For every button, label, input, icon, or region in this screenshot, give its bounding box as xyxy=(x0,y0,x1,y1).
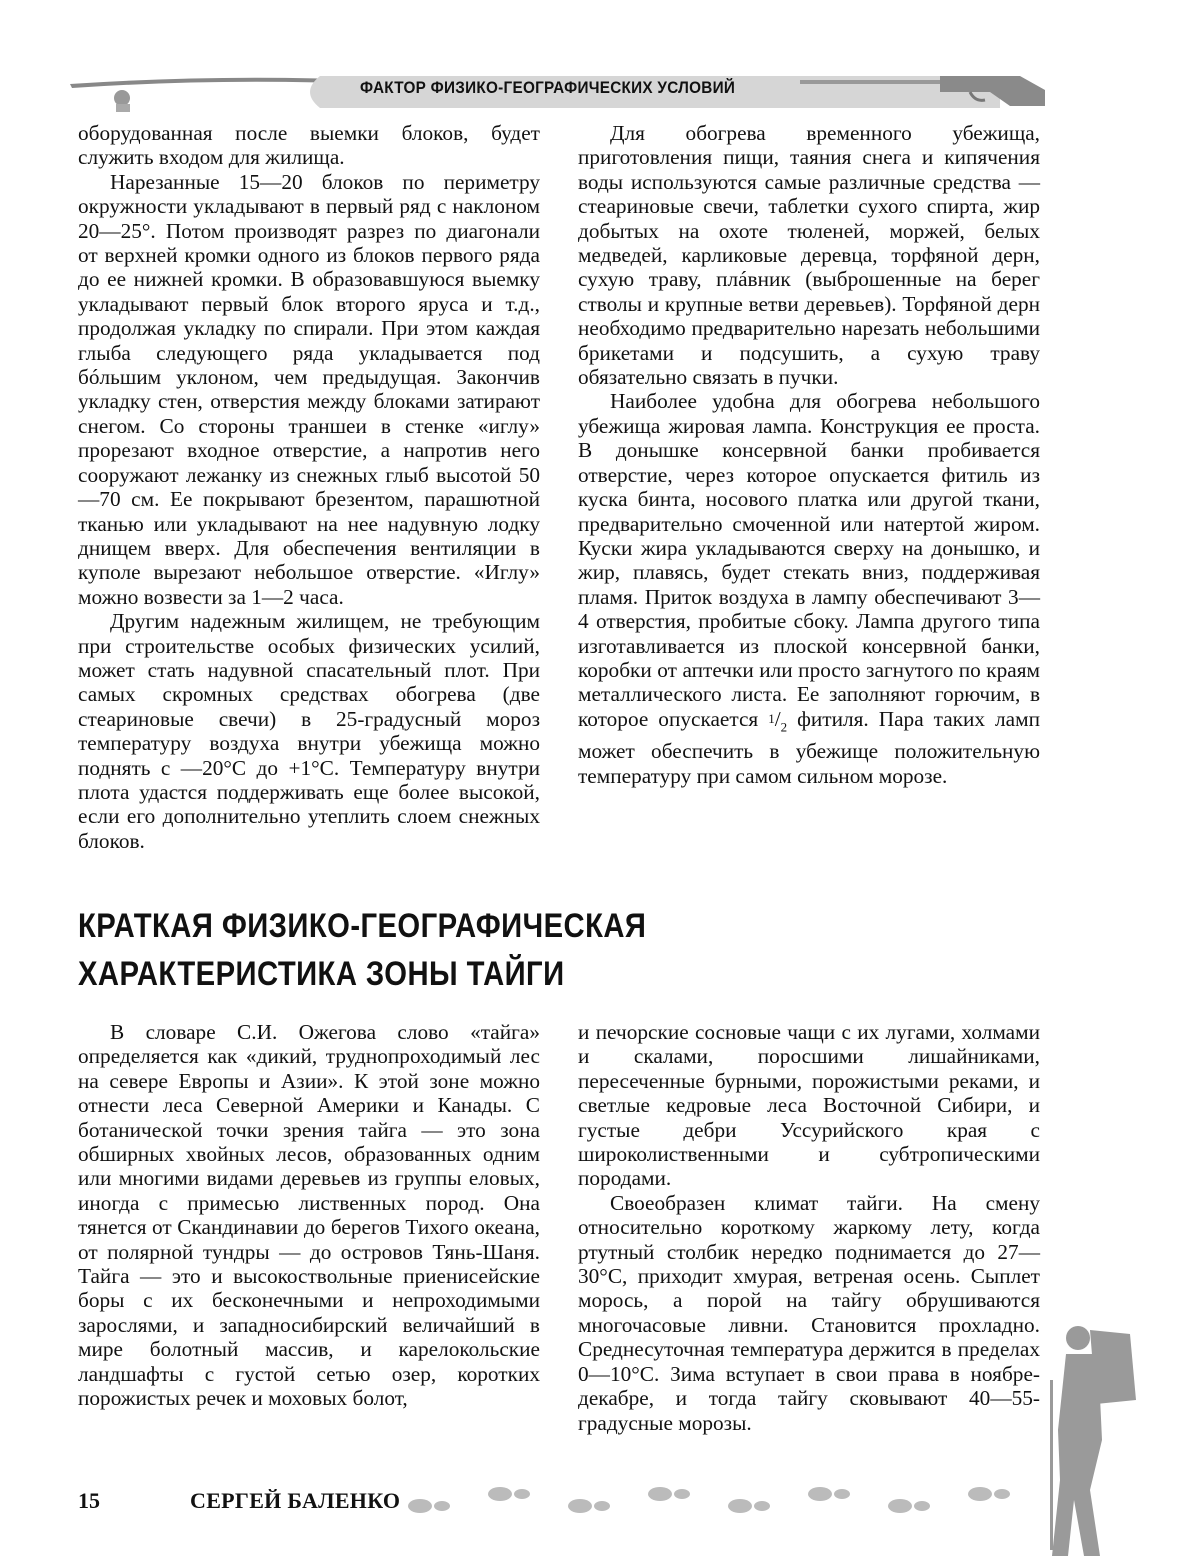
paragraph: Другим надежным жилищем, не требующим при строительстве особых физических усилий, может стать надувной спасательный плот. При самых скромных средствах обогрева (две стеариновые свечи) в 25-градусный мороз температуру воздуха внутри убежища можно поднять с —20°С до +1°С. Температуру внутри плота удастся поддерживать еще более высокой, если его дополнительно утеплить слоем снежных блоков. xyxy=(78,609,540,853)
rifle-icon xyxy=(800,66,1050,116)
text-column-right-top xyxy=(578,121,1040,788)
paragraph: Нарезанные 15—20 блоков по периметру окружности укладывают в первый ряд с наклоном 20—25°. Потом производят разрез по диагонали от верхней кромки одного из блоков первого ряда до ее нижней кромки. В образовавшуюся выемку укладывают первый блок второго яруса и т.д., продолжая укладку по спирали. При этом каждая глыба следующего ряда укладывается под бóльшим уклоном, чем предыдущая. Закончив укладку стен, отверстия между блоками затирают снегом. Со стороны траншеи в стенке «иглу» прорезают входное отверстие, а напротив него сооружают лежанку из снежных глыб высотой 50—70 см. Ее покрывают брезентом, парашютной тканью или укладывают на нее надувную лодку днищем вверх. Для обеспечения вентиляции в куполе вырезают небольшое отверстие. «Иглу» можно возвести за 1—2 часа. xyxy=(78,169,540,609)
paragraph: Наиболее удобна для обогрева небольшого убежища жировая лампа. Конструкция ее проста. В донышке консервной банки пробивается отверстие, через которое опускается фитиль из куска бинта, носового платка или другой ткани, предварительно смоченной или натертой жиром. Куски жира укладываются сверху на донышко, и жир, плавясь, будет стекать вниз, поддерживая пламя. Приток воздуха в лампу обеспечивают 3—4 отверстия, пробитые сбоку. Лампа другого типа изготавливается из плоской консервной банки, коробки от аптечки или просто загнутого по краям металлического листа. Ее заполняют горючим, в которое опускается $^1/_2$ фитиля. Пара таких ламп может обеспечить в убежище положительную температуру при самом сильном морозе. xyxy=(578,389,1041,788)
section-title xyxy=(78,902,646,998)
paragraph: и печорские сосновые чащи с их лугами, холмами и скалами, поросшими лишайниками, пересеченные бурными, порожистыми реками, и светлые кедровые леса Восточной Сибири, и густые дебри Уссурийского края с широколиственными и субтропическими породами. xyxy=(578,1020,1040,1191)
page-number: 15 xyxy=(78,1488,100,1513)
section-title-line: КРАТКАЯ ФИЗИКО-ГЕОГРАФИЧЕСКАЯ xyxy=(78,907,647,945)
paragraph-text: Наиболее удобна для обогрева небольшого убежища жировая лампа. Конструкция ее проста. В донышке консервной банки пробивается отверстие, через которое опускается фитиль из куска бинта, носового платка или другой ткани, предварительно смоченной или натертой жиром. Куски жира укладываются сверху на донышко, и жир, плавясь, будет стекать вниз, поддерживая пламя. Приток воздуха в лампу обеспечивают 3—4 отверстия, пробитые сбоку. Лампа другого типа изготавливается из плоской консервной банки, коробки от аптечки или просто загнутого по краям металлического листа. Ее заполняют горючим, в которое опускается xyxy=(578,389,1040,731)
paragraph: В словаре С.И. Ожегова слово «тайга» определяется как «дикий, труднопроходимый лес на севере Европы и Азии». К этой зоне можно отнести леса Северной Америки и Канады. С ботанической точки зрения тайга — это зона обширных хвойных лесов, образованных одним или многими видами деревьев из группы еловых, иногда с примесью лиственных пород. Она тянется от Скандинавии до берегов Тихого океана, от полярной тундры — до островов Тянь-Шаня. Тайга — это и высокоствольные приенисейские боры с их бесконечными и непроходимыми зарослями, и западносибирский величайший в мире болотный массив, и карелокольские ландшафты с густой сетью озер, коротких порожистых речек и моховых болот, xyxy=(78,1020,540,1411)
hiker-icon xyxy=(1040,1320,1150,1560)
paragraph: оборудованная после выемки блоков, будет служить входом для жилища. xyxy=(78,121,540,170)
text-column-left-bottom xyxy=(78,1020,540,1411)
running-header: ФАКТОР ФИЗИКО-ГЕОГРАФИЧЕСКИХ УСЛОВИЙ xyxy=(360,78,736,97)
fraction-denominator: 2 xyxy=(780,719,788,734)
text-column-left-top xyxy=(78,121,540,853)
paragraph: Для обогрева временного убежища, приготовления пищи, таяния снега и кипячения воды используются самые различные средства — стеариновые свечи, таблетки сухого спирта, жир добытых на охоте тюленей, моржей, белых медведей, карликовые деревца, торфяной дерн, сухую траву, плáвник (выброшенные на берег стволы и крупные ветви деревьев). Торфяной дерн необходимо предварительно нарезать небольшими брикетами и подсушить, а сухую траву обязательно связать в пучки. xyxy=(578,121,1040,390)
paragraph-text: фитиля. Пара таких ламп может обеспечить в убежище положительную температуру при самом сильном морозе. xyxy=(578,706,1041,788)
author-name: СЕРГЕЙ БАЛЕНКО xyxy=(190,1488,401,1513)
paragraph: Своеобразен климат тайги. На смену относительно короткому жаркому лету, когда ртутный столбик нередко поднимается до 27—30°С, приходит хмурая, ветреная осень. Сыплет морось, а порой на тайгу обрушиваются многочасовые ливни. Становится прохладно. Среднесуточная температура держится в пределах 0—10°С. Зима вступает в свои права в ноябре-декабре, и тогда тайгу сковывают 40—55-градусные морозы. xyxy=(578,1190,1040,1435)
section-title-line: ХАРАКТЕРИСТИКА ЗОНЫ ТАЙГИ xyxy=(78,955,565,993)
footprints-icon xyxy=(400,1480,1040,1520)
text-column-right-bottom xyxy=(578,1020,1040,1435)
fraction-numerator: 1 xyxy=(768,710,775,726)
